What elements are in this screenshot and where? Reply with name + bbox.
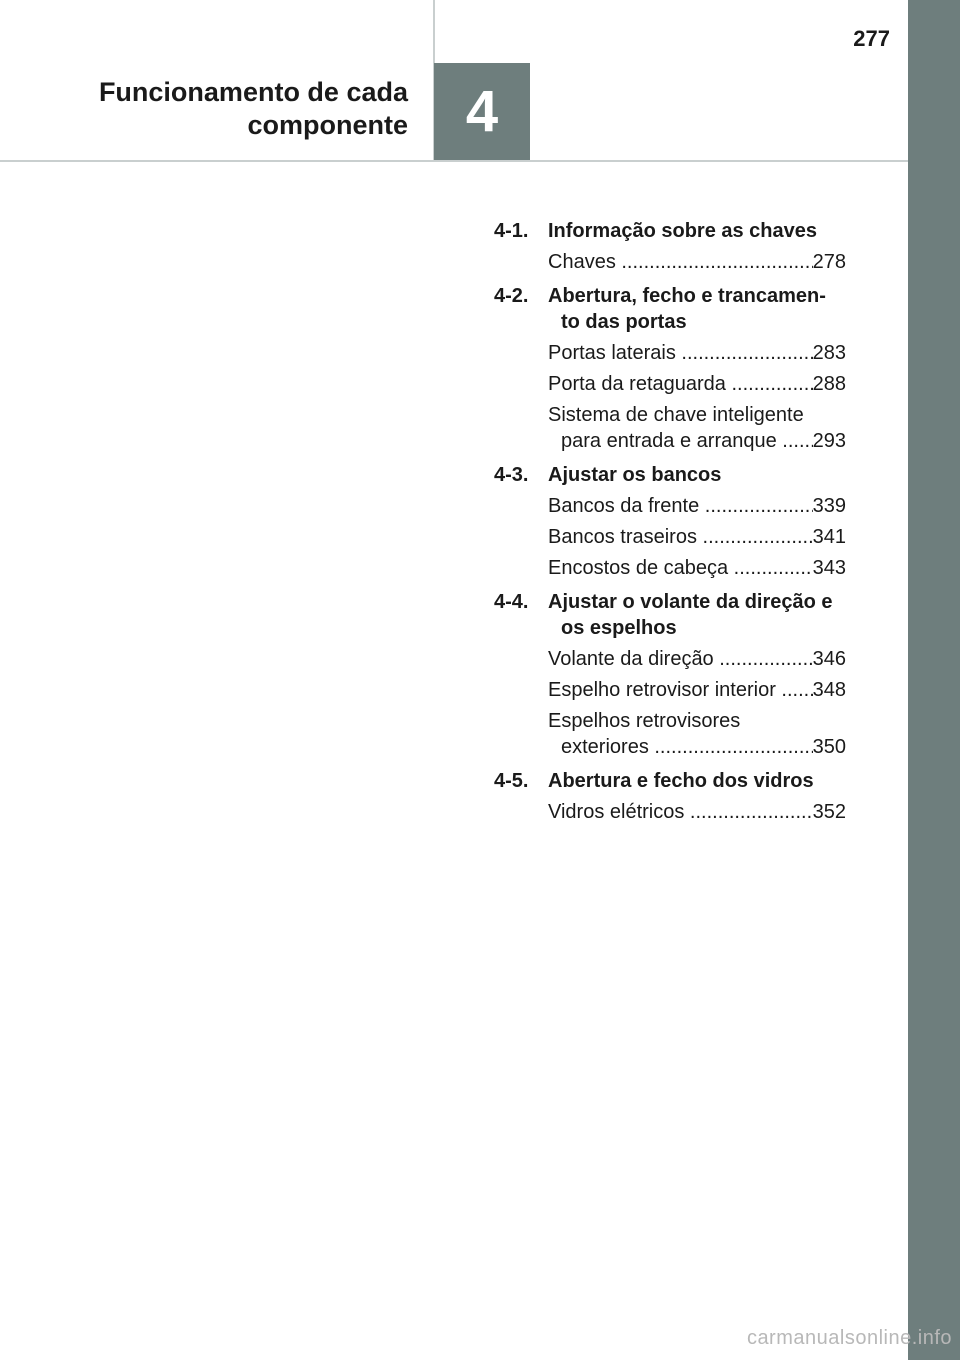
toc-entry-label: Portas laterais ..... [548,340,813,366]
header-divider [0,160,908,162]
toc-entry-label: Encostos de cabeça ..... [548,555,813,581]
toc-entry-bancos-traseiros[interactable] [548,524,846,550]
toc-section-4-1 [494,218,846,275]
toc-entry-portas-laterais[interactable] [548,340,846,366]
section-title-line1: Funcionamento de cada [98,77,408,107]
toc-section-title-line2: to das portas [561,311,687,333]
watermark: carmanualsonline.info [746,1327,952,1349]
toc-entry-line2 [548,734,846,760]
toc-section-title-line1: Ajustar o volante da direção e [548,591,833,613]
toc-entry-page: 350 [812,736,846,758]
toc-entry-line2 [548,428,846,454]
toc-entry-page: 352 [812,801,846,823]
toc-entry-page: 341 [812,526,846,548]
toc-entry-vidros-eletricos[interactable] [548,799,846,825]
toc-entry-label-line2: exteriores ..... [561,734,813,760]
toc-section-4-2 [494,283,846,454]
chapter-number: 4 [465,78,499,144]
toc-entry-chaves[interactable] [548,249,846,275]
toc-entry-page: 288 [812,373,846,395]
toc-entry-porta-da-retaguarda[interactable] [548,371,846,397]
toc-entry-page: 348 [812,679,846,701]
toc-section-number: 4-1. [494,220,529,242]
toc-entry-encostos-de-cabeca[interactable] [548,555,846,581]
toc-entry-label: Vidros elétricos ..... [548,799,813,825]
section-title [28,76,408,142]
toc-section-number: 4-4. [494,591,529,613]
toc-section-4-4 [494,589,846,760]
toc-entry-sistema-chave-inteligente[interactable] [548,402,846,454]
toc-section-title-line2: os espelhos [561,617,677,639]
toc-entry-page: 278 [812,251,846,273]
toc-entry-label: Volante da direção ..... [548,646,813,672]
toc-section-heading [494,462,846,488]
toc-section-title [548,589,846,641]
side-tab-bar [908,0,960,1360]
toc-entry-bancos-da-frente[interactable] [548,493,846,519]
toc-section-number: 4-3. [494,464,529,486]
toc-entry-label-line2: para entrada e arranque ..... [561,428,813,454]
toc-entry-page: 339 [812,495,846,517]
toc-section-4-3 [494,462,846,581]
toc-entry-label: Bancos da frente ..... [548,493,813,519]
page-number: 277 [853,26,890,51]
toc-entry-label: Espelho retrovisor interior ..... [548,677,813,703]
toc-entry-page: 343 [812,557,846,579]
toc-entry-page: 283 [812,342,846,364]
toc-section-number: 4-2. [494,285,529,307]
toc-entry-label: Porta da retaguarda ..... [548,371,813,397]
toc-section-title-line1: Abertura, fecho e trancamen- [548,285,826,307]
toc-entry-page: 293 [812,430,846,452]
toc-entry-volante-da-direcao[interactable] [548,646,846,672]
toc-entry-label-line1: Sistema de chave inteligente [548,404,804,426]
toc-section-title: Informação sobre as chaves [548,220,818,242]
toc-section-title: Abertura e fecho dos vidros [548,770,814,792]
chapter-number-box [434,63,530,160]
toc-section-title [548,283,846,335]
toc-entry-page: 346 [812,648,846,670]
section-title-line2: componente [247,110,408,140]
toc-section-heading [494,589,846,641]
toc-section-heading [494,283,846,335]
toc-section-number: 4-5. [494,770,529,792]
table-of-contents [494,218,846,833]
toc-entry-label: Bancos traseiros ..... [548,524,813,550]
toc-section-heading [494,768,846,794]
toc-section-4-5 [494,768,846,825]
toc-section-heading [494,218,846,244]
toc-entry-label-line1: Espelhos retrovisores [548,710,741,732]
toc-entry-label: Chaves ..... [548,249,813,275]
toc-section-title: Ajustar os bancos [548,464,722,486]
toc-entry-espelho-retrovisor-interior[interactable] [548,677,846,703]
toc-entry-espelhos-retrovisores-exteriores[interactable] [548,708,846,760]
